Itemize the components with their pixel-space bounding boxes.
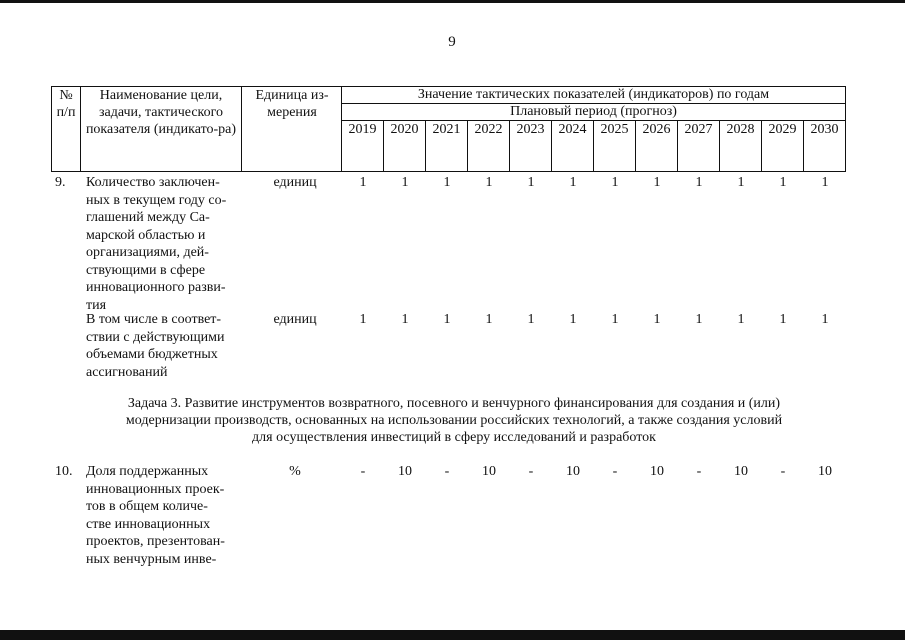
- table-cell: 1: [737, 312, 745, 327]
- header-year: 2026: [642, 122, 671, 137]
- table-cell: -: [780, 464, 786, 479]
- table-cell: 1: [359, 312, 367, 327]
- table-cell: 1: [695, 175, 703, 190]
- indicator-name: Количество заключен- ных в текущем году со- глашений между Са- марской областью и организациями, дей- ствующими в сфере инновационного разви- тия: [86, 175, 227, 313]
- table-cell: -: [612, 464, 618, 479]
- table-cell: 1: [611, 312, 619, 327]
- header-year: 2022: [474, 122, 503, 137]
- table-cell: 1: [569, 175, 577, 190]
- header-year: 2025: [600, 122, 629, 137]
- table-cell: 1: [485, 175, 493, 190]
- table-cell: 1: [653, 312, 661, 327]
- task-heading-line: модернизации производств, основанных на использовании российских технологий, а также создания условий: [125, 413, 783, 428]
- table-cell: 1: [485, 312, 493, 327]
- bottom-border: [0, 630, 905, 640]
- header-year: 2019: [348, 122, 377, 137]
- table-cell: 1: [821, 312, 829, 327]
- table-cell: 10: [650, 464, 664, 479]
- row-number: 9.: [55, 175, 66, 190]
- table-cell: 1: [779, 175, 787, 190]
- header-name: Наименование цели, задачи, тактического показателя (индикато-ра): [85, 88, 237, 137]
- header-year: 2020: [390, 122, 419, 137]
- table-cell: 1: [611, 175, 619, 190]
- table-cell: -: [360, 464, 366, 479]
- header-unit: Единица из-мерения: [255, 88, 329, 120]
- task-heading: [80, 395, 828, 446]
- header-year: 2030: [810, 122, 839, 137]
- page-number: 9: [448, 34, 456, 50]
- header-year: 2023: [516, 122, 545, 137]
- task-heading-line: для осуществления инвестиций в сферу исследований и разработок: [252, 430, 656, 445]
- table-cell: 1: [569, 312, 577, 327]
- table-cell: 1: [443, 175, 451, 190]
- indicator-name: В том числе в соответ- ствии с действующими объемами бюджетных ассигнований: [86, 312, 225, 380]
- header-year: 2028: [726, 122, 755, 137]
- indicator-unit: %: [289, 464, 301, 479]
- table-cell: 1: [821, 175, 829, 190]
- header-year: 2029: [768, 122, 797, 137]
- table-cell: 1: [443, 312, 451, 327]
- table-cell: 10: [734, 464, 748, 479]
- table-cell: 1: [527, 312, 535, 327]
- header-year: 2027: [684, 122, 713, 137]
- header-values-title: Значение тактических показателей (индикаторов) по годам: [417, 87, 770, 102]
- table-cell: 1: [653, 175, 661, 190]
- header-period: Плановый период (прогноз): [510, 104, 677, 119]
- table-cell: 1: [527, 175, 535, 190]
- header-year: 2024: [558, 122, 587, 137]
- header-number: № п/п: [56, 88, 76, 120]
- indicator-unit: единиц: [273, 175, 317, 190]
- header-year: 2021: [432, 122, 461, 137]
- table-cell: 1: [779, 312, 787, 327]
- table-cell: 10: [566, 464, 580, 479]
- table-cell: 10: [818, 464, 832, 479]
- table-cell: 10: [482, 464, 496, 479]
- indicator-unit: единиц: [273, 312, 317, 327]
- row-number: 10.: [55, 464, 73, 479]
- table-cell: 1: [695, 312, 703, 327]
- table-cell: 1: [401, 312, 409, 327]
- indicator-name: Доля поддержанных инновационных проек- тов в общем количе- стве инновационных проектов, презентован- ных венчурным инве-: [86, 464, 225, 567]
- table-cell: 1: [359, 175, 367, 190]
- table-cell: -: [696, 464, 702, 479]
- table-cell: -: [444, 464, 450, 479]
- table-cell: 1: [737, 175, 745, 190]
- table-cell: 1: [401, 175, 409, 190]
- table-cell: 10: [398, 464, 412, 479]
- task-heading-line: Задача 3. Развитие инструментов возвратного, посевного и венчурного финансирования для создания и (или): [127, 396, 781, 411]
- table-cell: -: [528, 464, 534, 479]
